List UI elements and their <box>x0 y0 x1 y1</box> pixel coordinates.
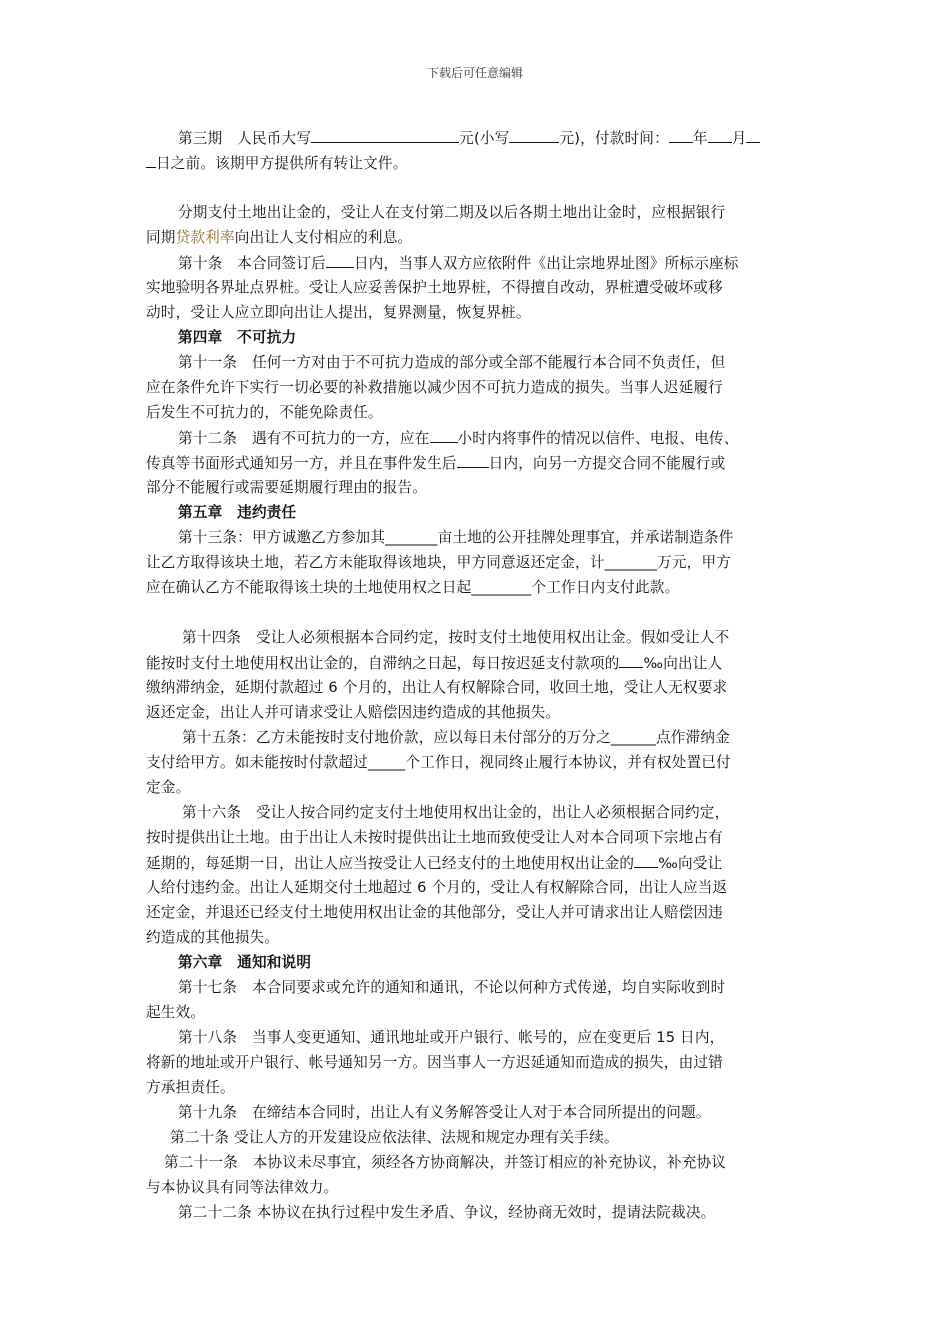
blank-underline <box>311 128 459 143</box>
text-segment: 元(小写 <box>459 130 510 147</box>
text-segment: 万元，甲方 <box>657 554 732 571</box>
blank-underline <box>669 128 693 143</box>
text-segment: 第三期 人民币大写 <box>178 130 312 147</box>
text-segment: 支付给甲方。如未能按时付款超过 <box>146 754 368 771</box>
text-segment: 第二十二条 本协议在执行过程中发生矛盾、争议，经协商无效时，提请法院裁决。 <box>178 1204 716 1221</box>
text-line <box>146 578 679 598</box>
text-segment: 第十三条：甲方诚邀乙方参加其 <box>178 529 386 546</box>
text-line <box>178 978 725 998</box>
text-segment: 日之前。该期甲方提供所有转让文件。 <box>156 155 408 172</box>
text-segment: 第十九条 在缔结本合同时，出让人有义务解答受让人对于本合同所提出的问题。 <box>178 1104 711 1121</box>
text-segment: 方承担责任。 <box>146 1079 235 1096</box>
text-line <box>178 528 734 548</box>
text-line <box>146 853 722 874</box>
page-header: 下载后可任意编辑 <box>426 66 523 80</box>
text-segment: 后发生不可抗力的，不能免除责任。 <box>146 404 383 421</box>
text-segment: ________ <box>471 579 532 596</box>
text-segment: 应在条件允许下实行一切必要的补救措施以减少因不可抗力造成的损失。当事人迟延履行 <box>146 379 723 396</box>
blank-underline <box>146 153 156 168</box>
text-line <box>146 228 412 248</box>
text-segment: 日内，当事人双方应依附件《出让宗地界址图》所标示座标 <box>353 255 739 272</box>
text-line <box>146 1003 205 1023</box>
text-segment: ‰向受让 <box>658 855 723 872</box>
text-segment: 贷款利率 <box>175 229 235 246</box>
text-line <box>146 903 723 923</box>
text-segment: 第十条 本合同签订后 <box>178 255 326 272</box>
text-line <box>182 803 729 823</box>
text-segment: 向出让人支付相应的利息。 <box>234 229 413 246</box>
text-segment: _______ <box>604 554 658 571</box>
text-segment: _______ <box>385 529 438 546</box>
blank-underline <box>708 128 732 143</box>
blank-underline <box>326 253 354 268</box>
text-segment: 缴纳滞纳金，延期付款超过 6 个月的，出让人有权解除合同，收回土地，受让人无权要求 <box>146 679 728 696</box>
blank-underline <box>634 853 658 868</box>
text-segment: 第五章 违约责任 <box>178 504 297 521</box>
text-line <box>146 703 560 723</box>
text-segment: 起生效。 <box>146 1004 206 1021</box>
text-line <box>178 1203 715 1223</box>
text-segment: 约造成的其他损失。 <box>146 929 280 946</box>
blank-underline <box>619 653 643 668</box>
blank-underline <box>746 128 760 143</box>
text-line <box>146 928 279 948</box>
chapter-heading <box>178 503 296 523</box>
text-segment: 返还定金，出让人并可请求受让人赔偿因违约造成的其他损失。 <box>146 704 561 721</box>
text-segment: 让乙方取得该块土地，若乙方未能取得该地块，甲方同意返还定金，计 <box>146 554 605 571</box>
text-segment: 个工作日内支付此款。 <box>531 579 680 596</box>
text-segment: 将新的地址或开户银行、帐号通知另一方。因当事人一方迟延通知而造成的损失，由过错 <box>146 1054 723 1071</box>
text-segment: 日内，向另一方提交合同不能履行或 <box>488 455 726 472</box>
text-segment: 亩土地的公开挂牌处理事宜，并承诺制造条件 <box>437 529 734 546</box>
text-segment: 第十六条 受让人按合同约定支付土地使用权出让金的，出让人必须根据合同约定， <box>182 804 730 821</box>
text-segment: 定金。 <box>146 779 191 796</box>
text-line <box>178 428 739 449</box>
text-segment: 元)，付款时间： <box>559 130 669 147</box>
text-line <box>178 128 760 149</box>
text-line <box>146 553 731 573</box>
text-segment: 分期支付土地出让金的，受让人在支付第二期及以后各期土地出让金时，应根据银行 <box>178 204 726 221</box>
text-line <box>178 253 739 274</box>
text-line <box>146 1078 235 1098</box>
text-line <box>146 153 408 174</box>
text-segment: 能按时支付土地使用权出让金的，自滞纳之日起，每日按迟延支付款项的 <box>146 655 620 672</box>
text-segment: 动时，受让人应立即向出让人提出，复界测量，恢复界桩。 <box>146 304 531 321</box>
text-line <box>146 678 727 698</box>
text-line <box>182 628 729 648</box>
text-line <box>146 778 190 798</box>
text-line <box>182 728 730 748</box>
text-segment: 第十八条 当事人变更通知、通讯地址或开户银行、帐号的，应在变更后 15 日内， <box>178 1029 725 1046</box>
text-segment: 与本协议具有同等法律效力。 <box>146 1179 339 1196</box>
text-line <box>178 1103 711 1123</box>
text-segment: _____ <box>367 754 406 771</box>
text-line <box>178 1028 724 1048</box>
text-segment: 第十二条 遇有不可抗力的一方，应在 <box>178 430 430 447</box>
text-line <box>146 828 723 848</box>
text-segment: 第十五条：乙方未能按时支付地价款，应以每日未付部分的万分之 <box>182 729 612 746</box>
text-segment: 第十七条 本合同要求或允许的通知和通讯，不论以何种方式传递，均自实际收到时 <box>178 979 726 996</box>
text-segment: 月 <box>731 130 747 147</box>
text-line <box>146 378 723 398</box>
text-line <box>146 1178 338 1198</box>
text-segment: 第四章 不可抗力 <box>178 329 297 346</box>
text-line <box>146 278 723 298</box>
text-line <box>178 203 725 223</box>
text-segment: 第二十一条 本协议未尽事宜，须经各方协商解决，并签订相应的补充协议，补充协议 <box>164 1154 727 1171</box>
text-segment: ‰向出让人 <box>643 655 723 672</box>
text-line <box>178 353 725 373</box>
text-line <box>146 303 531 323</box>
text-segment: 部分不能履行或需要延期履行理由的报告。 <box>146 479 428 496</box>
text-segment: ______ <box>611 729 657 746</box>
text-segment: 延期的，每延期一日，出让人应当按受让人已经支付的土地使用权出让金的 <box>146 855 635 872</box>
text-segment: 同期 <box>146 229 176 246</box>
text-segment: 实地验明各界址点界桩。受让人应妥善保护土地界桩，不得擅自改动，界桩遭受破坏或移 <box>146 279 723 296</box>
blank-underline <box>430 428 458 443</box>
text-line <box>146 403 383 423</box>
text-segment: 人给付违约金。出让人延期交付土地超过 6 个月的，受让人有权解除合同，出让人应当返 <box>146 879 728 896</box>
text-segment: 应在确认乙方不能取得该土块的土地使用权之日起 <box>146 579 472 596</box>
text-line <box>170 1128 619 1148</box>
text-segment: 年 <box>692 130 708 147</box>
chapter-heading <box>178 953 311 973</box>
text-segment: 传真等书面形式通知另一方，并且在事件发生后 <box>146 455 457 472</box>
text-line <box>146 878 727 898</box>
blank-underline <box>509 128 559 143</box>
chapter-heading <box>178 328 296 348</box>
text-line <box>146 478 427 498</box>
text-segment: 第二十条 受让人方的开发建设应依法律、法规和规定办理有关手续。 <box>170 1129 619 1146</box>
text-segment: 个工作日，视同终止履行本协议，并有权处置已付 <box>405 754 731 771</box>
text-line <box>146 1053 723 1073</box>
text-segment: 小时内将事件的情况以信件、电报、电传、 <box>457 430 739 447</box>
blank-underline <box>457 453 489 468</box>
text-line <box>146 653 722 674</box>
text-segment: 第十四条 受让人必须根据本合同约定，按时支付土地使用权出让金。假如受让人不 <box>182 629 730 646</box>
text-segment: 第六章 通知和说明 <box>178 954 312 971</box>
text-line <box>146 753 731 773</box>
text-line <box>146 453 725 474</box>
text-segment: 第十一条 任何一方对由于不可抗力造成的部分或全部不能履行本合同不负责任，但 <box>178 354 726 371</box>
text-segment: 点作滞纳金 <box>656 729 730 746</box>
text-segment: 还定金，并退还已经支付土地使用权出让金的其他部分，受让人并可请求出让人赔偿因违 <box>146 904 723 921</box>
text-segment: 按时提供出让土地。由于出让人未按时提供出让土地而致使受让人对本合同项下宗地占有 <box>146 829 723 846</box>
text-line <box>164 1153 726 1173</box>
